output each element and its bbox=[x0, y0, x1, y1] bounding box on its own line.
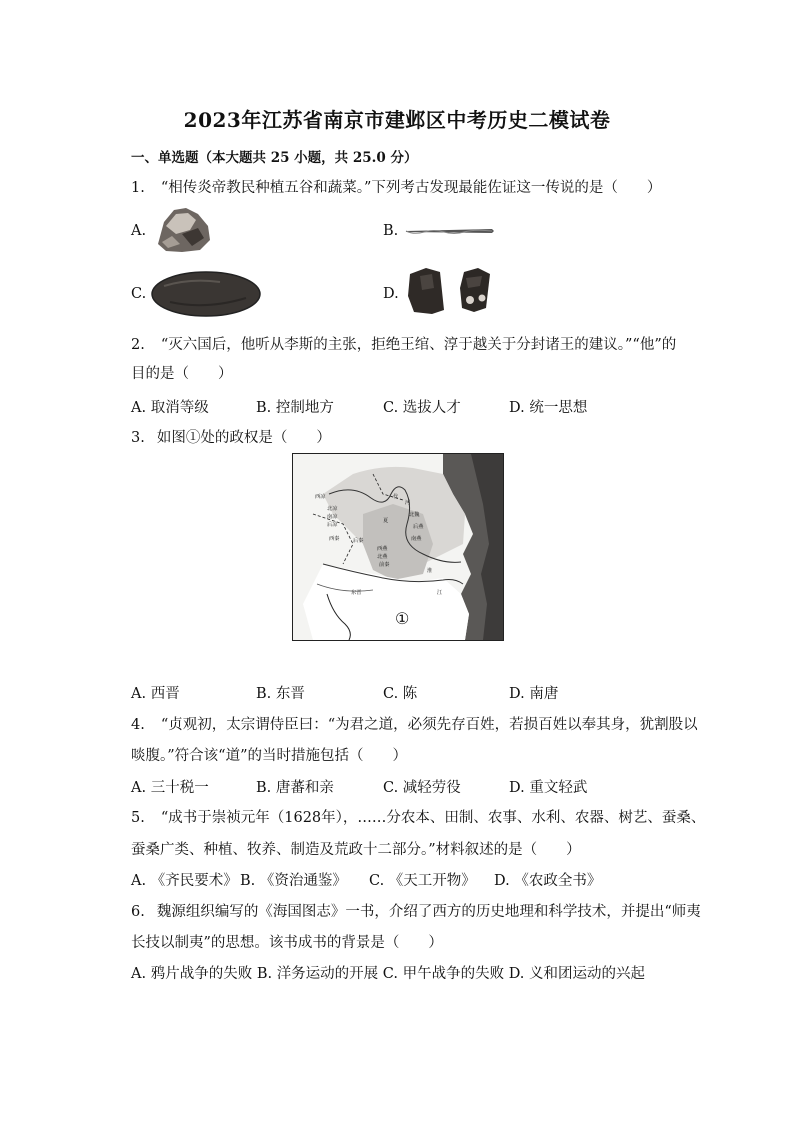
map-label: 淮 bbox=[427, 568, 433, 574]
q2-option-d[interactable]: D. 统一思想 bbox=[509, 400, 588, 416]
question-text: “灭六国后，他听从李斯的主张，拒绝王绾、淳于越关于分封诸王的建议。”“他”的 bbox=[160, 337, 677, 353]
q2-option-b[interactable]: B. 控制地方 bbox=[256, 400, 334, 416]
q4-option-c[interactable]: C. 减轻劳役 bbox=[383, 780, 461, 796]
q6-option-a[interactable]: A. 鸦片战争的失败 bbox=[131, 966, 253, 982]
q5-option-a[interactable]: A. 《齐民要术》 bbox=[131, 873, 238, 889]
map-label: 西燕 bbox=[377, 546, 388, 552]
map-marker: ① bbox=[395, 609, 410, 628]
question-text: “贞观初，太宗谓侍臣曰：“为君之道，必须先存百姓，若损百姓以奉其身，犹割股以 bbox=[160, 717, 698, 733]
q5-option-c[interactable]: C. 《天工开物》 bbox=[369, 873, 476, 889]
q3-option-a[interactable]: A. 西晋 bbox=[131, 686, 180, 702]
q1-option-b-label[interactable]: B. bbox=[383, 223, 399, 239]
map-label: 西秦 bbox=[329, 536, 340, 542]
question-number: 2. bbox=[131, 337, 145, 353]
q3-option-d[interactable]: D. 南唐 bbox=[509, 686, 559, 702]
map-label: 后燕 bbox=[413, 524, 424, 530]
question-number: 6. bbox=[131, 904, 145, 920]
question-5-continued: 蚕桑广类、种植、牧养、制造及荒政十二部分。”材料叙述的是（ ） bbox=[131, 842, 581, 858]
map-label: 河 bbox=[405, 500, 411, 506]
question-3 bbox=[131, 426, 331, 447]
q6-option-d[interactable]: D. 义和团运动的兴起 bbox=[508, 966, 646, 982]
question-6 bbox=[131, 900, 701, 921]
q6-option-c[interactable]: C. 甲午战争的失败 bbox=[382, 966, 505, 982]
question-6-continued: 长技以制夷”的思想。该书成书的背景是（ ） bbox=[131, 935, 443, 951]
map-label: 前秦 bbox=[379, 562, 390, 568]
q2-option-c[interactable]: C. 选拔人才 bbox=[383, 400, 461, 416]
question-2 bbox=[131, 333, 676, 354]
map-label: 东晋 bbox=[351, 590, 362, 596]
q1-option-d-label[interactable]: D. bbox=[383, 286, 399, 302]
stone-tool-icon[interactable] bbox=[152, 204, 214, 256]
section-heading: 一、单选题（本大题共 25 小题，共 25.0 分） bbox=[131, 150, 418, 166]
q6-option-b[interactable]: B. 洋务运动的开展 bbox=[256, 966, 379, 982]
question-number: 4. bbox=[131, 717, 145, 733]
question-1 bbox=[131, 176, 661, 197]
question-text: “相传炎帝教民种植五谷和蔬菜。”下列考古发现最能佐证这一传说的是（ ） bbox=[160, 180, 662, 196]
q5-option-d[interactable]: D. 《农政全书》 bbox=[494, 873, 602, 889]
q4-option-a[interactable]: A. 三十税一 bbox=[131, 780, 209, 796]
question-number: 1. bbox=[131, 180, 145, 196]
map-label: 后凉 bbox=[327, 522, 338, 528]
q5-option-b[interactable]: B. 《资治通鉴》 bbox=[240, 873, 347, 889]
question-text: “成书于崇祯元年（1628年），……分农本、田制、农事、水利、农器、树艺、蚕桑、 bbox=[160, 810, 706, 826]
question-4-continued: 啖腹。”符合该“道”的当时措施包括（ ） bbox=[131, 748, 407, 764]
exam-title: 2023年江苏省南京市建邺区中考历史二模试卷 bbox=[183, 108, 611, 132]
stone-hoe-icon[interactable] bbox=[404, 266, 506, 316]
map-label: 夏 bbox=[383, 518, 389, 524]
bone-needle-icon[interactable] bbox=[404, 226, 496, 236]
q4-option-d[interactable]: D. 重文轻武 bbox=[509, 780, 588, 796]
map-label: 北魏 bbox=[409, 512, 420, 518]
q4-option-b[interactable]: B. 唐蕃和亲 bbox=[256, 780, 334, 796]
question-text: 如图①处的政权是（ ） bbox=[156, 430, 331, 446]
map-label: 西凉 bbox=[315, 494, 326, 500]
historical-map bbox=[292, 453, 504, 641]
map-label: 后秦 bbox=[353, 538, 364, 544]
question-2-continued: 目的是（ ） bbox=[131, 366, 233, 382]
q6-options-row bbox=[131, 962, 645, 983]
q2-option-a[interactable]: A. 取消等级 bbox=[131, 400, 209, 416]
q1-option-a-label[interactable]: A. bbox=[131, 223, 147, 239]
q3-option-c[interactable]: C. 陈 bbox=[383, 686, 418, 702]
question-number: 3. bbox=[131, 430, 145, 446]
q1-option-c-label[interactable]: C. bbox=[131, 286, 147, 302]
question-5 bbox=[131, 806, 705, 827]
map-label: 南凉 bbox=[327, 514, 338, 520]
map-label: 北燕 bbox=[377, 554, 388, 560]
question-text: 魏源组织编写的《海国图志》一书，介绍了西方的历史地理和科学技术，并提出“师夷 bbox=[156, 904, 701, 920]
q3-option-b[interactable]: B. 东晋 bbox=[256, 686, 305, 702]
question-number: 5. bbox=[131, 810, 145, 826]
map-label: 北凉 bbox=[327, 506, 338, 512]
map-label: 代 bbox=[393, 494, 399, 500]
question-4 bbox=[131, 713, 698, 734]
map-label: 南燕 bbox=[411, 536, 422, 542]
stone-slab-icon[interactable] bbox=[150, 270, 262, 318]
map-label: 江 bbox=[437, 590, 443, 596]
